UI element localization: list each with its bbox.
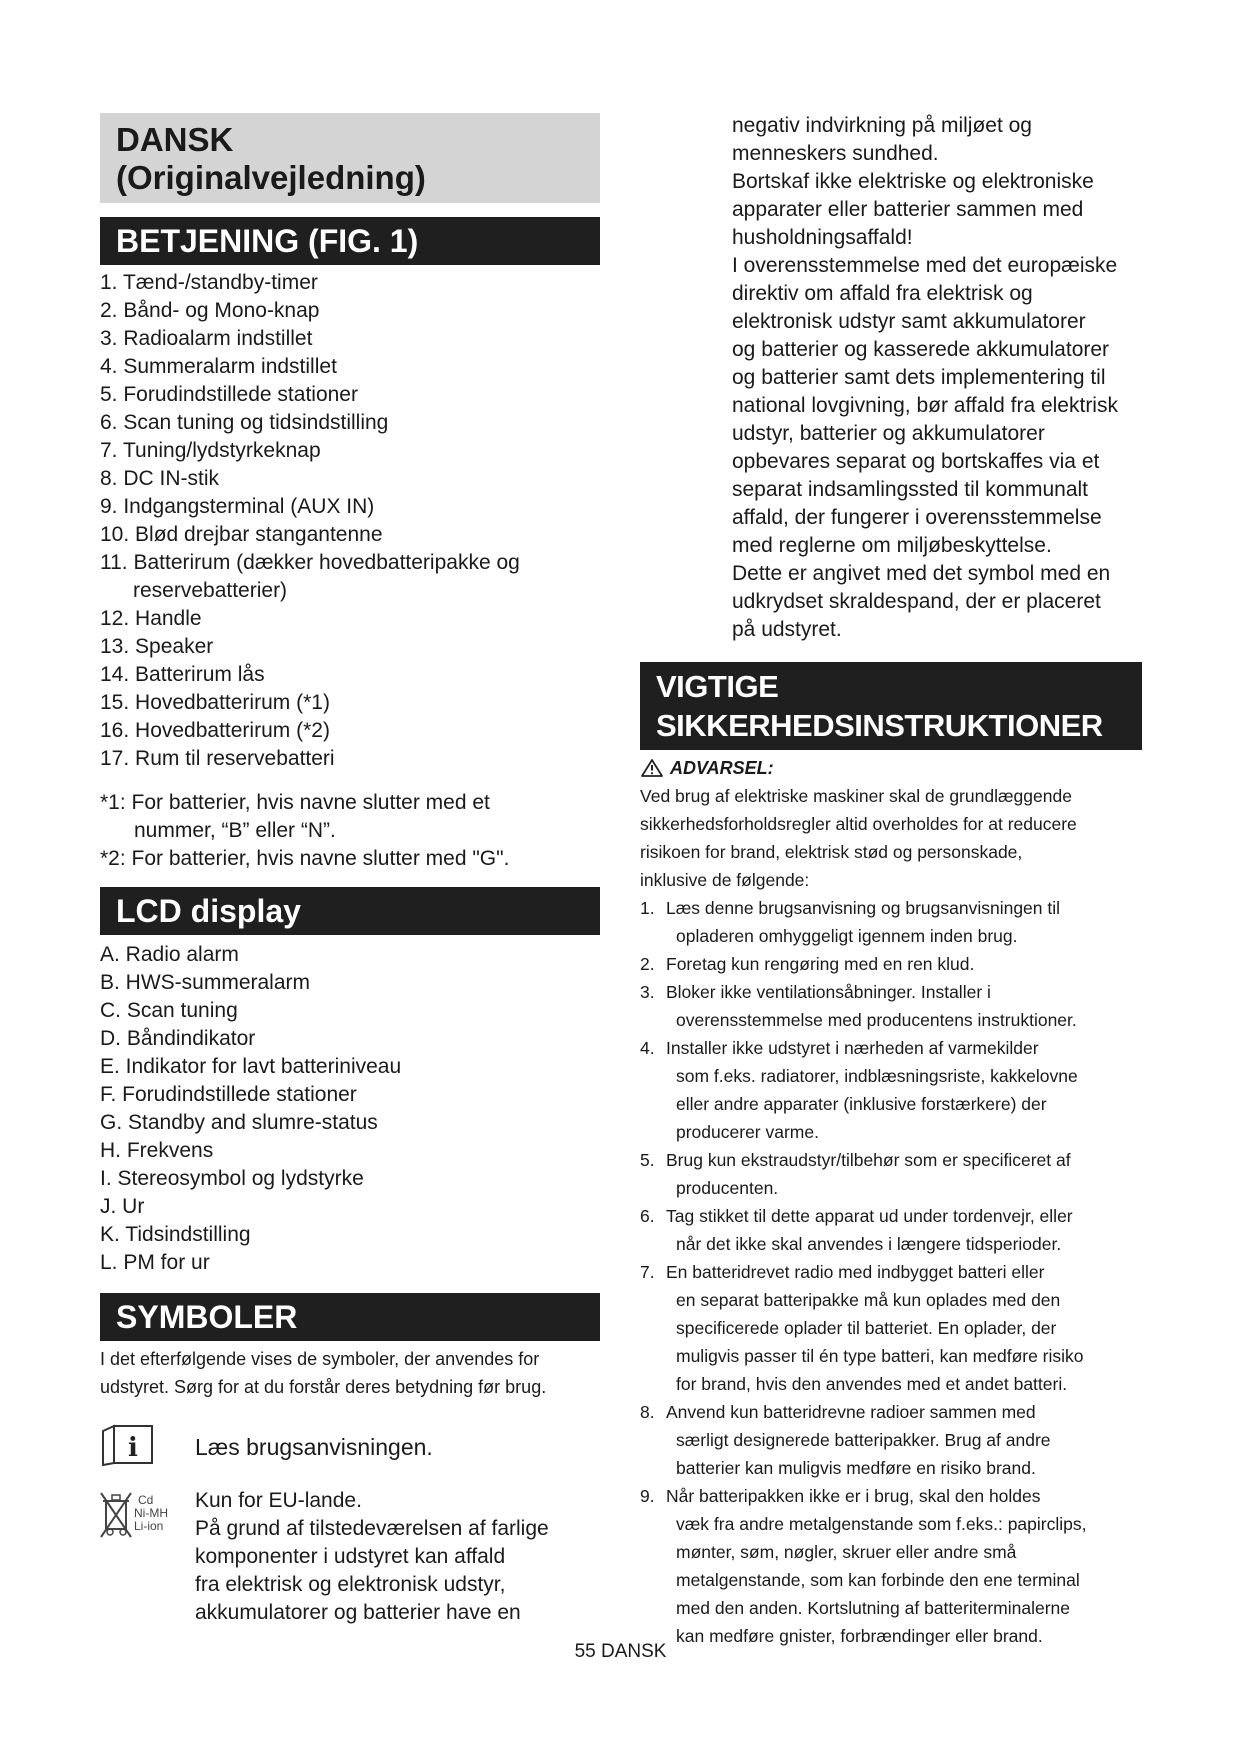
safety-item-continuation: væk fra andre metalgenstande som f.eks.: papirclips, (676, 1514, 1087, 1534)
footnote-2: *2: For batterier, hvis navne slutter med "G". (100, 847, 510, 870)
betjening-list (100, 269, 600, 773)
symbol-weee-line: På grund af tilstedeværelsen af farlige (195, 1517, 549, 1540)
right-column (640, 112, 1142, 1650)
safety-item (640, 1146, 1142, 1202)
safety-item-continuation: batterier kan muligvis medføre en risiko brand. (676, 1458, 1036, 1478)
text-line: national lovgivning, bør affald fra elektrisk (732, 394, 1118, 417)
read-manual-icon (100, 1423, 156, 1467)
safety-item-continuation: som f.eks. radiatorer, indblæsningsriste, kakkelovne (676, 1066, 1078, 1086)
text-line: og batterier og kasserede akkumulatorer (732, 338, 1110, 361)
list-item: 6. Scan tuning og tidsindstilling (100, 411, 389, 434)
safety-item (640, 1258, 1142, 1398)
list-item: F. Forudindstillede stationer (100, 1083, 357, 1106)
safety-item-continuation: specificerede oplader til batteriet. En oplader, der (676, 1318, 1057, 1338)
safety-item-continuation: producerer varme. (676, 1122, 819, 1142)
safety-item-continuation: metalgenstande, som kan forbinde den ene terminal (676, 1570, 1080, 1590)
text-line: udkrydset skraldespand, der er placeret (732, 590, 1101, 613)
list-item-text: 11. Batterirum (dækker hovedbatteripakke og (100, 551, 520, 574)
safety-item (640, 950, 1142, 978)
safety-item-continuation: mønter, søm, nøgler, skruer eller andre små (676, 1542, 1017, 1562)
safety-item-text: Når batteripakken ikke er i brug, skal den holdes (666, 1486, 1041, 1506)
list-item: L. PM for ur (100, 1251, 210, 1274)
safety-item-first-line (640, 1258, 1142, 1286)
footnote-1-continuation: nummer, “B” eller “N”. (134, 819, 336, 842)
safety-item-number: 3. (640, 982, 655, 1002)
list-item: D. Båndindikator (100, 1027, 256, 1050)
safety-item-number: 8. (640, 1402, 655, 1422)
list-item: 9. Indgangsterminal (AUX IN) (100, 495, 375, 518)
warning-triangle-icon (640, 758, 664, 778)
lcd-list (100, 941, 600, 1277)
crossed-bin-icon (100, 1489, 186, 1543)
safety-item-continuation: når det ikke skal anvendes i længere tidsperioder. (676, 1234, 1062, 1254)
list-item: E. Indikator for lavt batteriniveau (100, 1055, 402, 1078)
list-item-continuation: reservebatterier) (133, 579, 288, 602)
safety-item-continuation: kan medføre gnister, forbrændinger eller brand. (676, 1626, 1043, 1646)
symbol-weee-line: akkumulatorer og batterier have en (195, 1601, 521, 1624)
text-line: med reglerne om miljøbeskyttelse. (732, 534, 1052, 557)
safety-item-first-line (640, 1146, 1142, 1174)
safety-item-number: 2. (640, 954, 655, 974)
text-line: opbevares separat og bortskaffes via et (732, 450, 1100, 473)
bin-label-cd: Cd (138, 1493, 154, 1507)
list-item: 16. Hovedbatterirum (*2) (100, 719, 330, 742)
text-line: negativ indvirkning på miljøet og (732, 114, 1032, 137)
list-item: 7. Tuning/lydstyrkeknap (100, 439, 321, 462)
safety-item-continuation: eller andre apparater (inklusive forstærkere) der (676, 1094, 1047, 1114)
symbol-row-weee (100, 1487, 600, 1627)
page-footer: 55 DANSK (574, 1641, 667, 1662)
symbol-weee-text (195, 1487, 600, 1627)
safety-item-text: En batteridrevet radio med indbygget batteri eller (666, 1262, 1045, 1282)
safety-item-text: Anvend kun batteridrevne radioer sammen med (666, 1402, 1036, 1422)
safety-item-number: 6. (640, 1206, 655, 1226)
list-item: 15. Hovedbatterirum (*1) (100, 691, 330, 714)
symbols-intro (100, 1345, 600, 1401)
list-item: 12. Handle (100, 607, 202, 630)
page-title (100, 113, 600, 203)
safety-heading-line: VIGTIGE (656, 669, 779, 704)
warning-label-text: ADVARSEL: (670, 758, 774, 778)
text-line: separat indsamlingssted til kommunalt (732, 478, 1088, 501)
safety-intro-line: risikoen for brand, elektrisk stød og personskade, (640, 842, 1023, 862)
safety-item-number: 1. (640, 898, 655, 918)
list-item: 10. Blød drejbar stangantenne (100, 523, 383, 546)
list-item: 8. DC IN-stik (100, 467, 220, 490)
list-item: 17. Rum til reservebatteri (100, 747, 335, 770)
safety-item-first-line (640, 978, 1142, 1006)
safety-item (640, 978, 1142, 1034)
symbol-manual-text: Læs brugsanvisningen. (195, 1434, 433, 1460)
safety-item-continuation: en separat batteripakke må kun oplades med den (676, 1290, 1061, 1310)
safety-item-continuation: producenten. (676, 1178, 779, 1198)
text-line: I overensstemmelse med det europæiske (732, 254, 1118, 277)
list-item: 5. Forudindstillede stationer (100, 383, 358, 406)
bin-label-liion: Li-ion (134, 1519, 164, 1533)
safety-item (640, 1034, 1142, 1146)
symbol-weee-line: komponenter i udstyret kan affald (195, 1545, 506, 1568)
safety-item-first-line (640, 1398, 1142, 1426)
list-item: B. HWS-summeralarm (100, 971, 311, 994)
list-item (100, 549, 600, 605)
safety-item (640, 1398, 1142, 1482)
safety-item-first-line (640, 1482, 1142, 1510)
list-item: 14. Batterirum lås (100, 663, 265, 686)
text-line: udstyr, batterier og akkumulatorer (732, 422, 1045, 445)
safety-item-number: 5. (640, 1150, 655, 1170)
section-heading-lcd: LCD display (100, 887, 600, 935)
safety-intro-line: Ved brug af elektriske maskiner skal de grundlæggende (640, 786, 1072, 806)
safety-intro-line: sikkerhedsforholdsregler altid overholdes for at reducere (640, 814, 1077, 834)
text-line: Dette er angivet med det symbol med en (732, 562, 1111, 585)
safety-item-continuation: opladeren omhyggeligt igennem inden brug. (676, 926, 1018, 946)
safety-item (640, 1482, 1142, 1650)
section-heading-safety (640, 662, 1142, 750)
footnote-1 (100, 789, 600, 845)
list-item: C. Scan tuning (100, 999, 238, 1022)
section-heading-symboler: SYMBOLER (100, 1293, 600, 1341)
safety-item-text: Brug kun ekstraudstyr/tilbehør som er specificeret af (666, 1150, 1071, 1170)
list-item: 1. Tænd-/standby-timer (100, 271, 318, 294)
svg-text:i: i (128, 1433, 138, 1463)
safety-list (640, 894, 1142, 1650)
symbol-weee-line: fra elektrisk og elektronisk udstyr, (195, 1573, 506, 1596)
list-item: H. Frekvens (100, 1139, 214, 1162)
safety-item-continuation: overensstemmelse med producentens instruktioner. (676, 1010, 1077, 1030)
text-line: og batterier samt dets implementering til (732, 366, 1106, 389)
footnote-1-text: *1: For batterier, hvis navne slutter med et (100, 791, 490, 814)
safety-item-text: Installer ikke udstyret i nærheden af varmekilder (666, 1038, 1039, 1058)
safety-item-first-line (640, 950, 1142, 978)
left-column (100, 113, 600, 1627)
list-item: J. Ur (100, 1195, 145, 1218)
safety-item-number: 4. (640, 1038, 655, 1058)
safety-item-first-line (640, 1202, 1142, 1230)
list-item: 2. Bånd- og Mono-knap (100, 299, 320, 322)
text-line: menneskers sundhed. (732, 142, 939, 165)
text-line: Bortskaf ikke elektriske og elektroniske (732, 170, 1094, 193)
safety-item-continuation: med den anden. Kortslutning af batteriterminalerne (676, 1598, 1070, 1618)
safety-intro (640, 782, 1142, 894)
safety-item-continuation: muligvis passer til én type batteri, kan medføre risiko (676, 1346, 1084, 1366)
safety-item-text: Tag stikket til dette apparat ud under tordenvejr, eller (666, 1206, 1073, 1226)
list-item: 13. Speaker (100, 635, 214, 658)
safety-item-first-line (640, 1034, 1142, 1062)
text-line: husholdningsaffald! (732, 226, 913, 249)
symbol-row-manual (100, 1423, 600, 1477)
warning-label (640, 754, 1142, 782)
safety-item (640, 1202, 1142, 1258)
safety-item-text: Bloker ikke ventilationsåbninger. Installer i (666, 982, 991, 1002)
symbol-weee-line: Kun for EU-lande. (195, 1489, 362, 1512)
safety-item-text: Foretag kun rengøring med en ren klud. (666, 954, 975, 974)
list-item: A. Radio alarm (100, 943, 239, 966)
title-language: DANSK (116, 121, 234, 158)
text-line: elektronisk udstyr samt akkumulatorer (732, 310, 1086, 333)
list-item: I. Stereosymbol og lydstyrke (100, 1167, 364, 1190)
symbols-intro-line: I det efterfølgende vises de symboler, der anvendes for (100, 1349, 540, 1369)
safety-item-text: Læs denne brugsanvisning og brugsanvisningen til (666, 898, 1061, 918)
safety-item-continuation: særligt designerede batteripakker. Brug af andre (676, 1430, 1051, 1450)
safety-item-continuation: for brand, hvis den anvendes med et andet batteri. (676, 1374, 1068, 1394)
text-line: affald, der fungerer i overensstemmelse (732, 506, 1102, 529)
list-item: 3. Radioalarm indstillet (100, 327, 313, 350)
list-item: 4. Summeralarm indstillet (100, 355, 337, 378)
safety-item (640, 894, 1142, 950)
symbols-intro-line: udstyret. Sørg for at du forstår deres betydning før brug. (100, 1377, 547, 1397)
section-heading-betjening: BETJENING (FIG. 1) (100, 217, 600, 265)
text-line: på udstyret. (732, 618, 842, 641)
weee-continuation-text (640, 112, 1142, 644)
safety-heading-line: SIKKERHEDSINSTRUKTIONER (656, 708, 1103, 743)
safety-intro-line: inklusive de følgende: (640, 870, 810, 890)
safety-item-number: 7. (640, 1262, 655, 1282)
safety-item-first-line (640, 894, 1142, 922)
safety-item-number: 9. (640, 1486, 655, 1506)
text-line: apparater eller batterier sammen med (732, 198, 1084, 221)
list-item: G. Standby and slumre-status (100, 1111, 378, 1134)
list-item: K. Tidsindstilling (100, 1223, 251, 1246)
title-subtitle: (Originalvejledning) (116, 159, 426, 196)
bin-label-nimh: Ni-MH (134, 1506, 168, 1520)
text-line: direktiv om affald fra elektrisk og (732, 282, 1033, 305)
